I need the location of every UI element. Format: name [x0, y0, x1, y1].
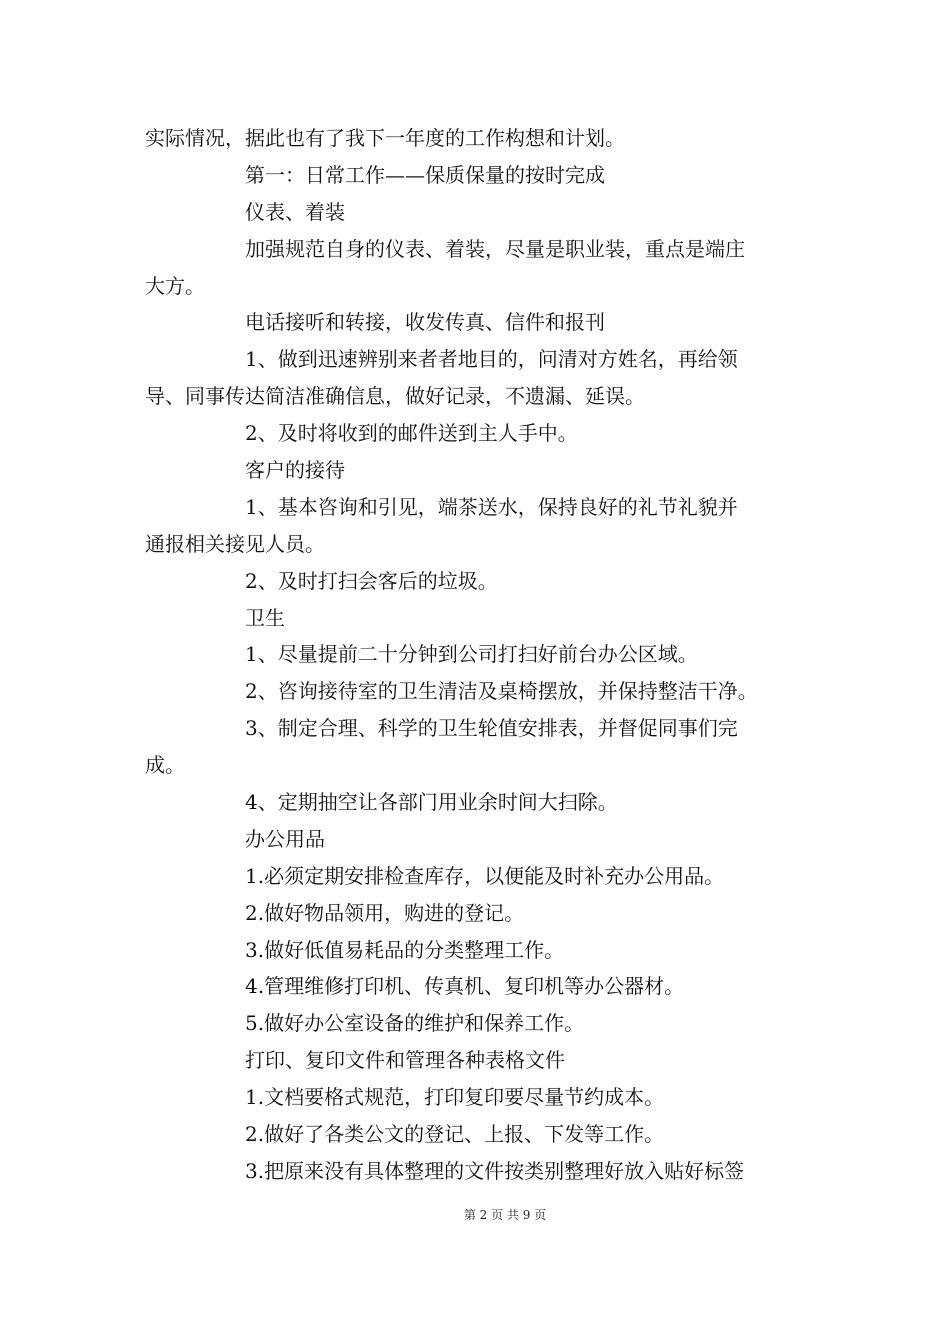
text-line: 4.管理维修打印机、传真机、复印机等办公器材。: [245, 974, 685, 999]
text-line: 1.文档要格式规范，打印复印要尽量节约成本。: [245, 1085, 665, 1110]
page-number: 第 2 页 共 9 页: [463, 1208, 547, 1222]
text-line: 通报相关接见人员。: [145, 531, 325, 556]
text-line: 加强规范自身的仪表、着装，尽量是职业装，重点是端庄: [245, 236, 745, 261]
text-line: 2、及时打扫会客后的垃圾。: [245, 568, 498, 593]
text-line: 4、定期抽空让各部门用业余时间大扫除。: [245, 790, 618, 815]
text-line: 导、同事传达简洁准确信息，做好记录，不遗漏、延误。: [145, 384, 645, 409]
text-line: 5.做好办公室设备的维护和保养工作。: [245, 1011, 585, 1036]
text-line: 大方。: [145, 273, 205, 298]
text-line: 2.做好了各类公文的登记、上报、下发等工作。: [245, 1122, 665, 1147]
text-line: 实际情况，据此也有了我下一年度的工作构想和计划。: [145, 126, 625, 150]
text-line: 办公用品: [245, 826, 325, 851]
text-line: 1、基本咨询和引见，端茶送水，保持良好的礼节礼貌并: [245, 494, 738, 519]
text-line: 打印、复印文件和管理各种表格文件: [245, 1048, 565, 1073]
text-line: 3.做好低值易耗品的分类整理工作。: [245, 937, 565, 962]
text-line: 1.必须定期安排检查库存，以便能及时补充办公用品。: [245, 863, 725, 888]
text-line: 3.把原来没有具体整理的文件按类别整理好放入贴好标签: [245, 1158, 745, 1183]
text-line: 仪表、着装: [245, 199, 345, 224]
text-line: 2.做好物品领用，购进的登记。: [245, 900, 525, 925]
text-line: 成。: [145, 753, 185, 778]
document-body: [145, 120, 807, 1190]
text-line: 客户的接待: [245, 458, 345, 483]
text-line: 2、及时将收到的邮件送到主人手中。: [245, 421, 578, 446]
text-line: 1、尽量提前二十分钟到公司打扫好前台办公区域。: [245, 642, 698, 667]
text-line: 3、制定合理、科学的卫生轮值安排表，并督促同事们完: [245, 716, 738, 741]
text-line: 1、做到迅速辨别来者者地目的，问清对方姓名，再给领: [245, 347, 738, 372]
text-line: 2、咨询接待室的卫生清洁及桌椅摆放，并保持整洁干净。: [245, 679, 758, 704]
text-line: 卫生: [245, 605, 285, 630]
text-line: 电话接听和转接，收发传真、信件和报刊: [245, 310, 605, 335]
text-line: 第一：日常工作——保质保量的按时完成: [245, 162, 605, 187]
